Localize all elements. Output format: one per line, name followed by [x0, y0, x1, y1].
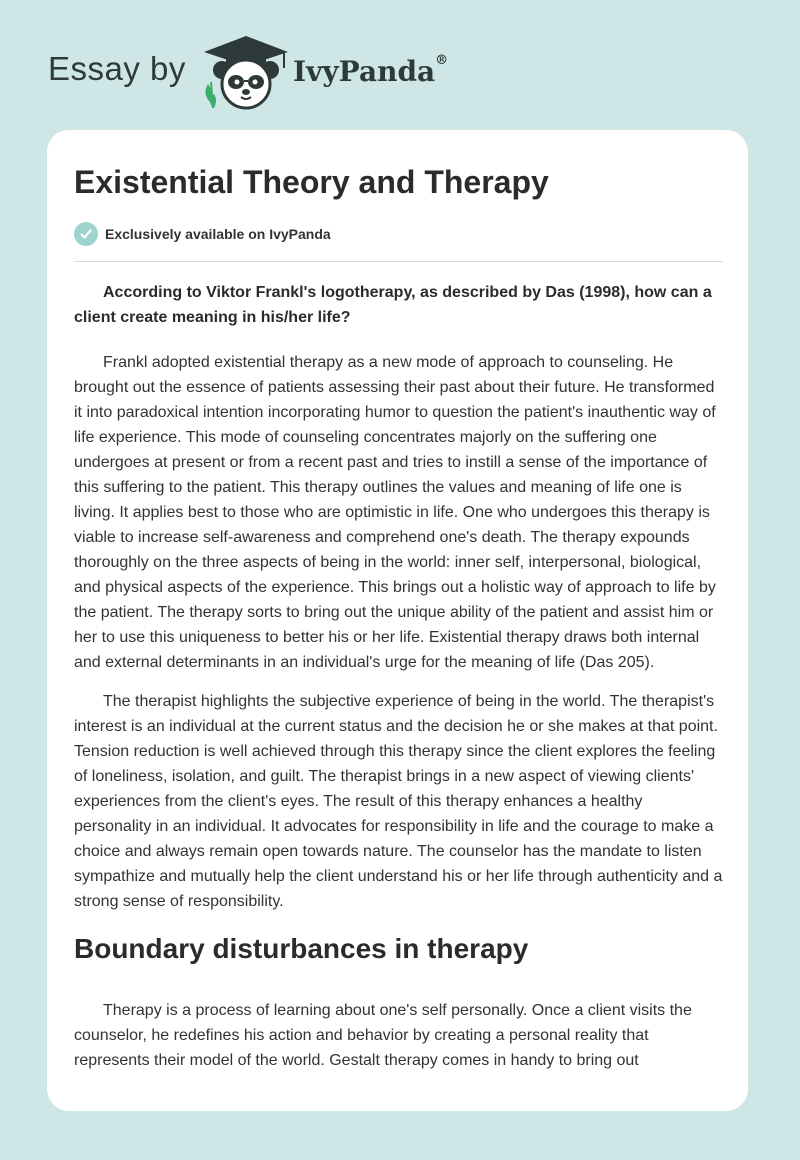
exclusive-badge — [74, 222, 331, 246]
question-paragraph: According to Viktor Frankl's logotherapy, as described by Das (1998), how can a client create meaning in his/her life? — [74, 284, 712, 326]
essay-by-label: Essay by — [48, 50, 186, 87]
brand-text: IvyPanda — [293, 55, 436, 88]
badge-text: Exclusively available on IvyPanda — [105, 226, 331, 242]
brand-name[interactable] — [293, 55, 448, 88]
body-paragraph: Therapy is a process of learning about one's self personally. Once a client visits the counselor, he redefines his action and behavior by creating a personal reality that represents their model of the world. Gestalt therapy comes in handy to bring out — [74, 1002, 692, 1069]
section-heading: Boundary disturbances in therapy — [74, 933, 529, 964]
body-paragraph: The therapist highlights the subjective experience of being in the world. The therapist's interest is an individual at the current status and the decision he or she makes at that point. Tension reduction is well achieved through this therapy since the client explores the feeling of loneliness, isolation, and guilt. The therapist brings in a new aspect of viewing clients' experiences from the client's eyes. The result of this therapy enhances a healthy personality in an individual. It advocates for responsibility in life and the courage to make a choice and always remain open towards nature. The counselor has the mandate to listen sympathize and mutually help the client understand his or her life through authenticity and a strong sense of responsibility. — [74, 693, 723, 910]
ivypanda-logo-icon[interactable] — [200, 32, 292, 110]
divider — [74, 261, 723, 262]
page-title: Existential Theory and Therapy — [74, 164, 549, 200]
registered-mark: ® — [435, 53, 449, 68]
body-paragraph: Frankl adopted existential therapy as a new mode of approach to counseling. He brought out the essence of patients assessing their past about their future. He transformed it into paradoxical intention incorporating humor to question the patient's inauthentic way of life experience. This mode of counseling concentrates majorly on the suffering one undergoes at present or from a recent past and tries to instill a sense of the importance of this suffering to the patient. This therapy outlines the values and meaning of life one is living. It applies best to those who are optimistic in life. One who undergoes this therapy is viable to increase self-awareness and comprehend one's death. The therapy expounds thoroughly on the three aspects of being in the world: inner self, interpersonal, biological, and physical aspects of the experience. This brings out a holistic way of approach to life by the patient. The therapy sorts to bring out the unique ability of the patient and assist him or her to use this uniqueness to better his or her life. Existential therapy draws both internal and external determinants in an individual's urge for the meaning of life (Das 205). — [74, 354, 716, 671]
article-card — [47, 130, 748, 1111]
site-header — [0, 0, 800, 130]
article-body — [74, 280, 723, 1087]
check-icon — [74, 222, 98, 246]
